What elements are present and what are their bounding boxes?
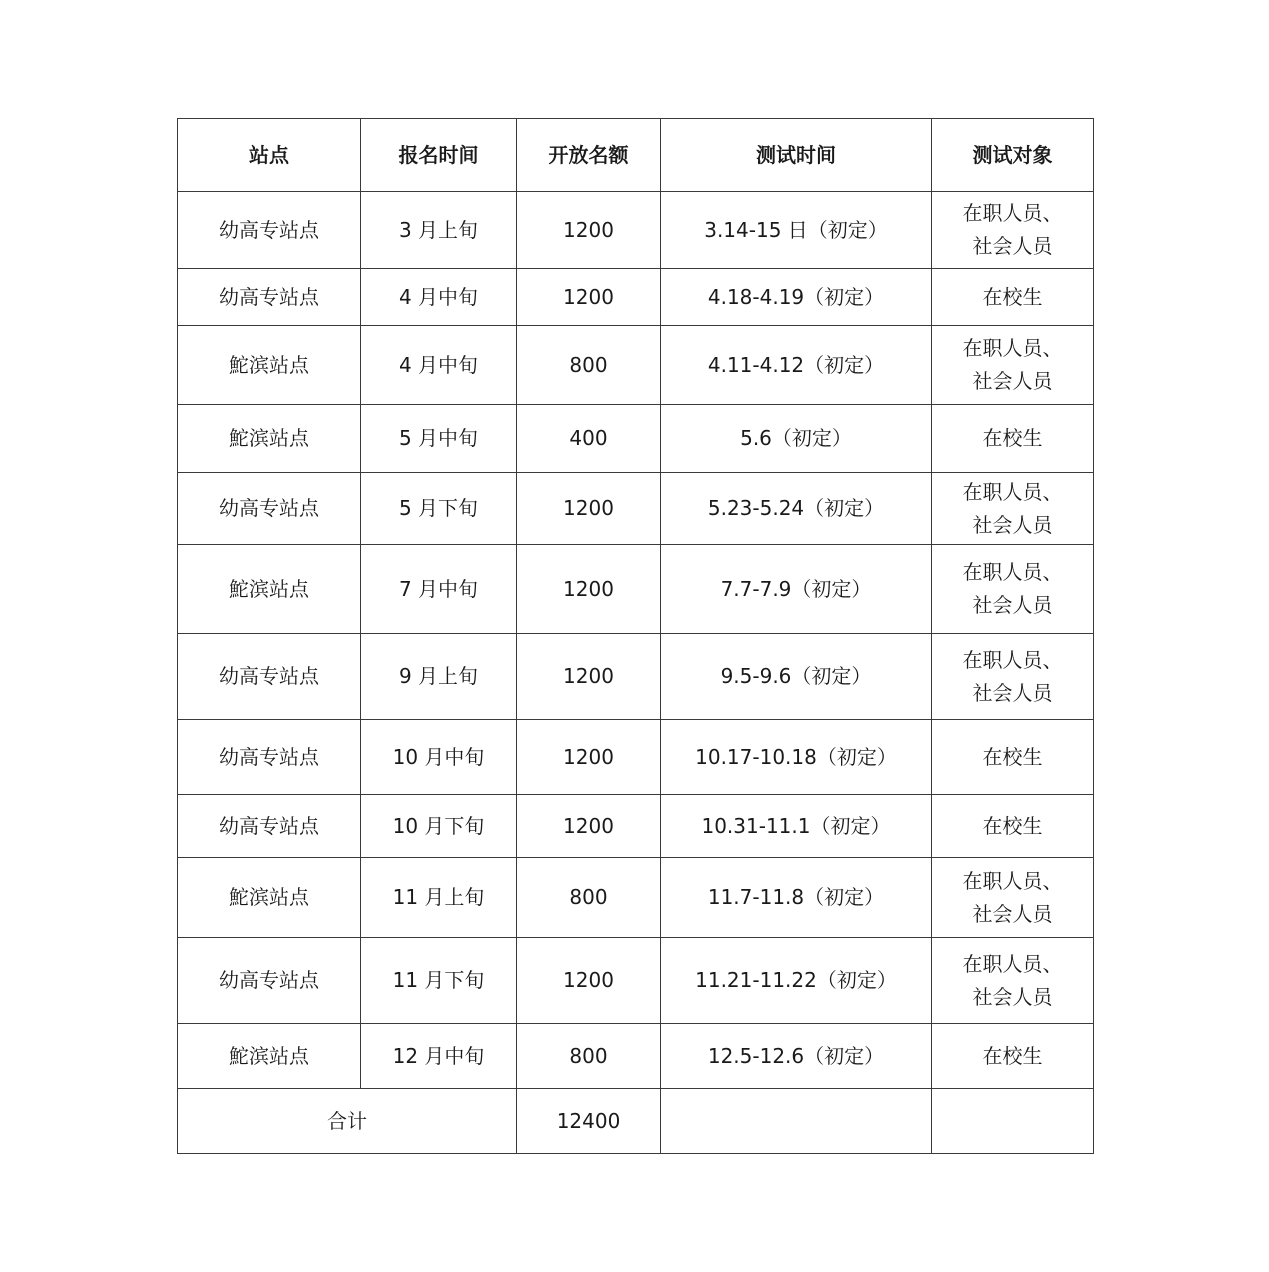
cell-registration-time: 10 月下旬 — [361, 795, 517, 858]
cell-quota: 1200 — [517, 634, 661, 720]
header-quota: 开放名额 — [517, 119, 661, 192]
cell-registration-time: 4 月中旬 — [361, 326, 517, 405]
cell-site: 幼高专站点 — [178, 634, 361, 720]
test-target-line: 在校生 — [982, 284, 1043, 309]
test-target-line: 社会人员 — [972, 984, 1053, 1009]
cell-quota: 1200 — [517, 795, 661, 858]
test-target-line: 在校生 — [982, 813, 1043, 838]
cell-registration-time: 11 月下旬 — [361, 938, 517, 1024]
cell-registration-time: 9 月上旬 — [361, 634, 517, 720]
cell-test-time: 7.7-7.9（初定） — [661, 545, 932, 634]
test-target-line: 在职人员、 — [962, 647, 1063, 672]
cell-test-target — [932, 269, 1094, 326]
cell-site: 幼高专站点 — [178, 720, 361, 795]
cell-quota: 1200 — [517, 938, 661, 1024]
cell-site: 幼高专站点 — [178, 795, 361, 858]
cell-registration-time: 7 月中旬 — [361, 545, 517, 634]
table-body — [178, 192, 1094, 1089]
cell-site: 鮀滨站点 — [178, 858, 361, 938]
table-row — [178, 720, 1094, 795]
test-target-line: 社会人员 — [972, 901, 1053, 926]
header-registration-time: 报名时间 — [361, 119, 517, 192]
cell-test-time: 10.17-10.18（初定） — [661, 720, 932, 795]
cell-quota: 400 — [517, 405, 661, 473]
cell-test-time: 3.14-15 日（初定） — [661, 192, 932, 269]
cell-test-time: 4.11-4.12（初定） — [661, 326, 932, 405]
table-row — [178, 1024, 1094, 1089]
cell-test-target — [932, 545, 1094, 634]
cell-test-time: 10.31-11.1（初定） — [661, 795, 932, 858]
total-test-target — [932, 1089, 1094, 1154]
cell-quota: 1200 — [517, 720, 661, 795]
cell-registration-time: 4 月中旬 — [361, 269, 517, 326]
cell-test-target — [932, 858, 1094, 938]
cell-site: 鮀滨站点 — [178, 326, 361, 405]
cell-quota: 1200 — [517, 192, 661, 269]
cell-test-time: 9.5-9.6（初定） — [661, 634, 932, 720]
table-row — [178, 473, 1094, 545]
cell-site: 鮀滨站点 — [178, 545, 361, 634]
test-target-line: 在职人员、 — [962, 336, 1063, 360]
cell-quota: 800 — [517, 1024, 661, 1089]
cell-test-time: 12.5-12.6（初定） — [661, 1024, 932, 1089]
cell-site: 幼高专站点 — [178, 938, 361, 1024]
header-site: 站点 — [178, 119, 361, 192]
table-row — [178, 858, 1094, 938]
table-row — [178, 545, 1094, 634]
test-target-line: 在校生 — [982, 744, 1043, 769]
total-quota: 12400 — [517, 1089, 661, 1154]
cell-test-time: 5.6（初定） — [661, 405, 932, 473]
cell-test-time: 11.7-11.8（初定） — [661, 858, 932, 938]
cell-site: 鮀滨站点 — [178, 1024, 361, 1089]
cell-test-target — [932, 405, 1094, 473]
cell-quota: 1200 — [517, 269, 661, 326]
table-row — [178, 326, 1094, 405]
cell-test-target — [932, 473, 1094, 545]
test-target-line: 在职人员、 — [962, 479, 1063, 504]
cell-quota: 1200 — [517, 473, 661, 545]
cell-test-target — [932, 192, 1094, 269]
test-target-line: 在职人员、 — [962, 560, 1063, 584]
cell-site: 幼高专站点 — [178, 473, 361, 545]
header-row — [178, 119, 1094, 192]
test-target-line: 在职人员、 — [962, 951, 1063, 976]
table-row — [178, 795, 1094, 858]
test-target-line: 在职人员、 — [962, 201, 1063, 225]
total-test-time — [661, 1089, 932, 1154]
header-test-target: 测试对象 — [932, 119, 1094, 192]
header-test-time: 测试时间 — [661, 119, 932, 192]
cell-test-target — [932, 1024, 1094, 1089]
test-target-line: 在校生 — [982, 426, 1043, 450]
schedule-table — [177, 118, 1094, 1154]
cell-quota: 800 — [517, 326, 661, 405]
test-target-line: 社会人员 — [972, 593, 1053, 617]
cell-test-target — [932, 938, 1094, 1024]
cell-test-target — [932, 634, 1094, 720]
table-row — [178, 192, 1094, 269]
table-row — [178, 938, 1094, 1024]
cell-test-time: 5.23-5.24（初定） — [661, 473, 932, 545]
cell-registration-time: 3 月上旬 — [361, 192, 517, 269]
cell-test-target — [932, 326, 1094, 405]
table-row — [178, 634, 1094, 720]
total-label: 合计 — [178, 1089, 517, 1154]
cell-site: 鮀滨站点 — [178, 405, 361, 473]
test-target-line: 社会人员 — [972, 369, 1053, 393]
table-row — [178, 405, 1094, 473]
cell-registration-time: 10 月中旬 — [361, 720, 517, 795]
cell-site: 幼高专站点 — [178, 192, 361, 269]
cell-test-target — [932, 720, 1094, 795]
cell-test-time: 4.18-4.19（初定） — [661, 269, 932, 326]
test-target-line: 在职人员、 — [962, 868, 1063, 893]
table-row — [178, 269, 1094, 326]
cell-registration-time: 5 月下旬 — [361, 473, 517, 545]
cell-registration-time: 12 月中旬 — [361, 1024, 517, 1089]
cell-test-target — [932, 795, 1094, 858]
cell-quota: 1200 — [517, 545, 661, 634]
test-target-line: 在校生 — [982, 1043, 1043, 1068]
cell-registration-time: 5 月中旬 — [361, 405, 517, 473]
cell-site: 幼高专站点 — [178, 269, 361, 326]
test-target-line: 社会人员 — [972, 512, 1053, 537]
cell-quota: 800 — [517, 858, 661, 938]
test-target-line: 社会人员 — [972, 234, 1053, 258]
cell-registration-time: 11 月上旬 — [361, 858, 517, 938]
total-row — [178, 1089, 1094, 1154]
test-target-line: 社会人员 — [972, 680, 1053, 705]
cell-test-time: 11.21-11.22（初定） — [661, 938, 932, 1024]
